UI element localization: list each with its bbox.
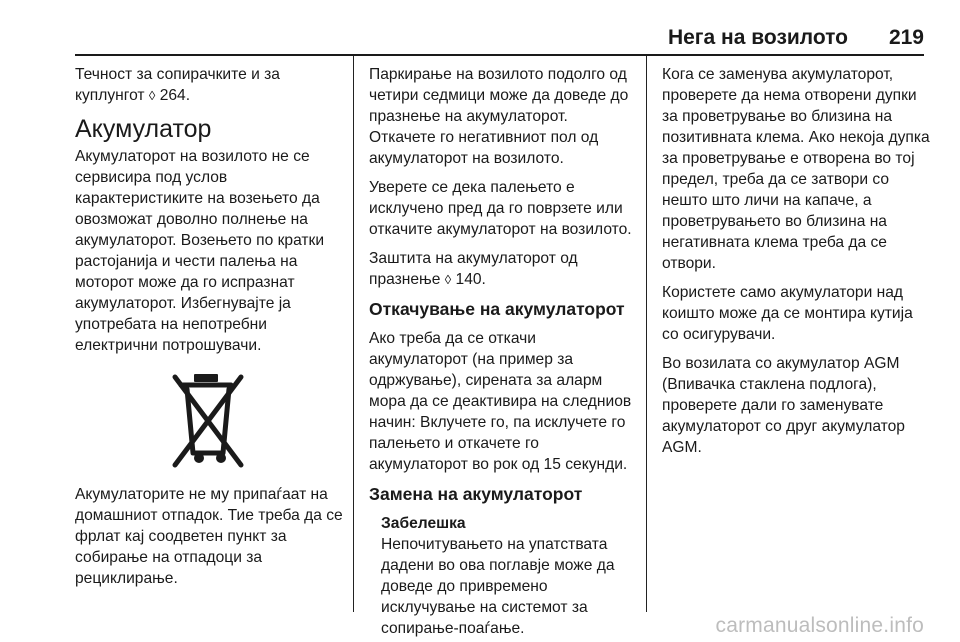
brake-fluid-reference	[75, 64, 343, 106]
heading-replace-battery: Замена на акумулаторот	[369, 484, 583, 504]
replacement-paragraph-3: Во возилата со акумулатор AGM (Впивачка стаклена подлога), проверете дали го заменувате акумулаторот со друг акумулатор AGM.	[662, 355, 905, 456]
discharge-protection-text: Заштита на акумулаторот од празнење	[369, 250, 578, 288]
column-2	[369, 64, 635, 639]
battery-paragraph-1: Акумулаторот на возилото не се сервисира под услов карактеристиките на возењето да овозможат доволно полнење на акумулаторот. Возењето по кратки растојанија и чести палења на моторот може да го испразнат акумулаторот. Избегнувајте ја употребата на непотребни електрични потрошувачи.	[75, 148, 325, 354]
note-block	[369, 513, 635, 639]
reference-arrow-icon: ◊	[444, 272, 452, 287]
parking-paragraph: Паркирање на возилото подолго од четири седмици може да доведе до празнење на акумулаторот. Откачете го негативниот пол од акумулаторот на возилото.	[369, 66, 629, 167]
recycling-symbol	[75, 364, 343, 474]
heading-disconnect-battery: Откачување на акумулаторот	[369, 299, 625, 319]
column-divider-1	[353, 56, 354, 612]
page-reference-link[interactable]: 264.	[159, 87, 191, 104]
page-number: 219	[888, 26, 924, 49]
note-title: Забелешка	[381, 515, 466, 532]
column-3	[662, 64, 930, 466]
page-header	[0, 0, 960, 56]
intro-text: Течност за сопирачките и за куплунгот	[75, 66, 280, 104]
disconnect-paragraph: Ако треба да се откачи акумулаторот (на пример за одржување), сирената за аларм мора да се деактивира на следниов начин: Вклучете го, па исклучете го палењето и откачете го акумулаторот во рок од 15 секунди.	[369, 330, 632, 473]
reference-arrow-icon: ◊	[148, 88, 156, 103]
column-1	[75, 64, 343, 597]
note-text: Непочитувањето на упатствата дадени во ова поглавје може да доведе до привремено исклучување на системот за сопирање-поаѓање.	[381, 536, 615, 637]
chapter-title: Нега на возилото	[667, 26, 848, 49]
replacement-paragraph-2: Користете само акумулатори над коишто може да се монтира кутија со осигурувачи.	[662, 284, 913, 343]
discharge-protection-reference	[369, 248, 635, 290]
column-divider-2	[646, 56, 647, 612]
page-reference-link[interactable]: 140.	[455, 271, 486, 288]
site-watermark: carmanualsonline.info	[715, 614, 924, 637]
section-title-battery: Акумулатор	[75, 115, 212, 143]
ignition-paragraph: Уверете се дека палењето е исклучено пред да го поврзете или откачите акумулаторот на возилото.	[369, 179, 632, 238]
battery-paragraph-2: Акумулаторите не му припаѓаат на домашниот отпадок. Тие треба да се фрлат кај соодветен пункт за собирање на отпадоци за рециклирање.	[75, 486, 343, 587]
crossed-out-bin-icon	[171, 367, 247, 471]
replacement-paragraph-1: Кога се заменува акумулаторот, проверете да нема отворени дупки за проветрување во близина на позитивната клема. Ако некоја дупка за проветрување е отворена во тој предел, треба да се затвори со нешто што личи на капаче, а проветрувањето во близина на негативната клема треба да се отвори.	[662, 66, 930, 272]
header-rule	[75, 54, 924, 56]
